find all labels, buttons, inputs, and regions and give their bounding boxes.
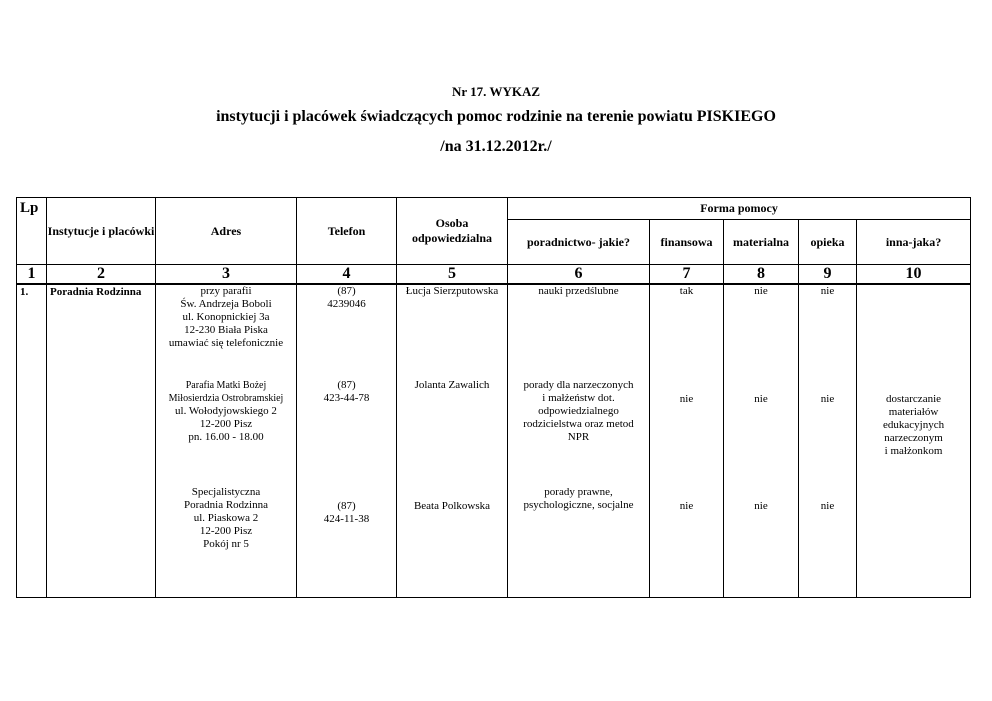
column-numbers-row — [17, 265, 971, 285]
row-lp: 1. — [17, 284, 47, 598]
phone-3: (87) 424-11-38 — [323, 500, 370, 525]
document-date: /na 31.12.2012r./ — [440, 138, 552, 155]
counseling-cell — [508, 284, 650, 598]
row-institution: Poradnia Rodzinna — [47, 284, 156, 598]
counseling-3: porady prawne, psychologiczne, socjalne — [523, 486, 634, 511]
col-header-lp: Lp — [17, 198, 47, 265]
col-header-counseling: poradnictwo- jakie? — [508, 220, 650, 265]
col-header-person: Osoba odpowiedzialna — [397, 198, 508, 265]
financial-3: nie — [679, 500, 694, 512]
col-header-address: Adres — [156, 198, 297, 265]
material-1: nie — [754, 285, 768, 297]
material-3: nie — [754, 500, 768, 512]
person-1: Łucja Sierzputowska — [405, 285, 499, 297]
col-header-care: opieka — [799, 220, 857, 265]
document-title: instytucji i placówek świadczących pomoc rodzinie na terenie powiatu PISKIEGO — [216, 108, 776, 125]
address-cell — [156, 284, 297, 598]
care-cell — [799, 284, 857, 598]
financial-1: tak — [679, 285, 694, 297]
col-header-phone: Telefon — [297, 198, 397, 265]
col-number: 6 — [508, 265, 650, 285]
col-header-other: inna-jaka? — [857, 220, 971, 265]
phone-cell — [297, 284, 397, 598]
col-header-institutions: Instytucje i placówki — [47, 198, 156, 265]
col-number: 4 — [297, 265, 397, 285]
col-number: 9 — [799, 265, 857, 285]
institutions-table — [16, 197, 971, 598]
material-cell — [724, 284, 799, 598]
material-2: nie — [754, 393, 768, 405]
col-header-material: materialna — [724, 220, 799, 265]
address-2: Parafia Matki Bożej Miłosierdzia Ostrobramskiej ul. Wołodyjowskiego 2 12-200 Pisz pn. 16.00 - 18.00 — [168, 380, 284, 443]
other-2: dostarczanie materiałów edukacyjnych narzeczonym i małżonkom — [882, 393, 945, 457]
address-1: przy parafii Św. Andrzeja Boboli ul. Konopnickiej 3a 12-230 Biała Piska umawiać się telefonicznie — [168, 285, 284, 349]
person-3: Beata Polkowska — [413, 500, 491, 512]
other-cell — [857, 284, 971, 598]
col-number: 3 — [156, 265, 297, 285]
financial-2: nie — [679, 393, 694, 405]
col-header-financial: finansowa — [650, 220, 724, 265]
col-number: 5 — [397, 265, 508, 285]
counseling-2: porady dla narzeczonych i małżeństw dot. odpowiedzialnego rodzicielstwa oraz metod NPR — [523, 379, 634, 443]
care-1: nie — [820, 285, 835, 297]
financial-cell — [650, 284, 724, 598]
col-number: 2 — [47, 265, 156, 285]
care-2: nie — [820, 393, 835, 405]
person-cell — [397, 284, 508, 598]
table-row — [17, 284, 971, 598]
address-3: Specjalistyczna Poradnia Rodzinna ul. Piaskowa 2 12-200 Pisz Pokój nr 5 — [183, 486, 268, 550]
person-2: Jolanta Zawalich — [414, 379, 490, 391]
care-3: nie — [820, 500, 835, 512]
phone-2: (87) 423-44-78 — [323, 379, 370, 404]
col-number: 8 — [724, 265, 799, 285]
col-number: 10 — [857, 265, 971, 285]
col-header-help-form: Forma pomocy — [508, 198, 971, 220]
document-number: Nr 17. WYKAZ — [452, 84, 540, 99]
phone-1: (87) 4239046 — [327, 285, 366, 310]
col-number: 7 — [650, 265, 724, 285]
counseling-1: nauki przedślubne — [538, 285, 619, 297]
col-number: 1 — [17, 265, 47, 285]
